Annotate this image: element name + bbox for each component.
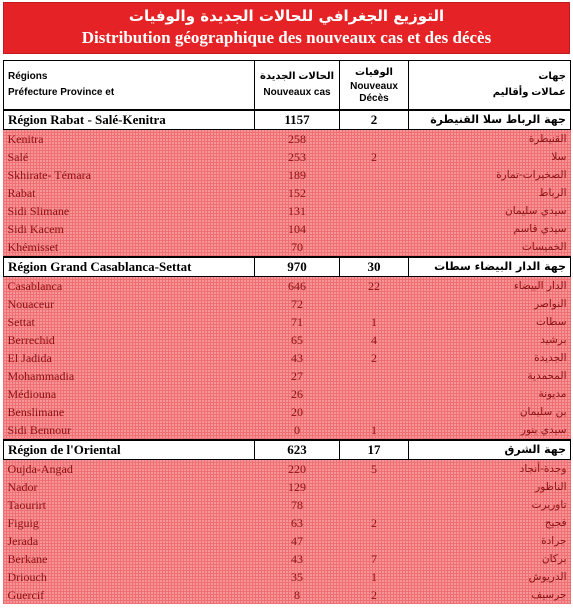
header-arabic-line1: جهات bbox=[538, 71, 566, 82]
province-name: Berrechid bbox=[7, 333, 55, 347]
region-row bbox=[4, 440, 571, 460]
province-cases: 220 bbox=[288, 462, 306, 476]
province-name: Nouaceur bbox=[7, 297, 55, 311]
province-cases: 0 bbox=[294, 423, 300, 437]
header-deaths-arabic: الوفيات bbox=[355, 67, 393, 78]
header-cases-french: Nouveaux cas bbox=[263, 87, 331, 98]
province-cases: 78 bbox=[291, 498, 303, 512]
title-french: Distribution géographique des nouveaux cas et des décès bbox=[81, 28, 492, 47]
table-row bbox=[4, 349, 571, 367]
province-arabic-name: سيدي سليمان bbox=[505, 205, 567, 217]
province-cases: 20 bbox=[291, 405, 303, 419]
province-arabic-name: الصخيرات-تمارة bbox=[496, 169, 567, 181]
province-arabic-name: المحمدية bbox=[527, 370, 567, 382]
province-cases: 71 bbox=[291, 315, 303, 329]
title-banner bbox=[3, 2, 570, 54]
province-cases: 26 bbox=[291, 387, 303, 401]
table-body bbox=[4, 110, 571, 604]
province-name: Benslimane bbox=[7, 405, 65, 419]
province-cases: 104 bbox=[288, 222, 306, 236]
province-deaths bbox=[340, 532, 409, 550]
province-arabic-name: بن سليمان bbox=[519, 406, 567, 418]
province-name: Khémisset bbox=[7, 240, 59, 254]
province-deaths: 2 bbox=[371, 150, 377, 164]
province-deaths bbox=[340, 184, 409, 202]
province-deaths bbox=[340, 478, 409, 496]
table-row bbox=[4, 277, 571, 296]
province-name: Taourirt bbox=[7, 498, 46, 512]
table-header bbox=[4, 61, 571, 111]
table-row bbox=[4, 148, 571, 166]
province-arabic-name: سلا bbox=[551, 151, 567, 163]
province-deaths: 7 bbox=[371, 552, 377, 566]
province-name: Kenitra bbox=[7, 132, 44, 146]
header-regions-line2: Préfecture Province et bbox=[8, 87, 115, 98]
province-arabic-name: مديونة bbox=[538, 388, 567, 400]
province-deaths: 2 bbox=[371, 588, 377, 602]
province-cases: 131 bbox=[288, 204, 306, 218]
region-name: Région Grand Casablanca-Settat bbox=[4, 257, 255, 277]
province-cases: 63 bbox=[291, 516, 303, 530]
province-name: Mohammadia bbox=[7, 369, 75, 383]
table-row bbox=[4, 166, 571, 184]
province-arabic-name: جرادة bbox=[541, 535, 567, 547]
province-name: Jerada bbox=[7, 534, 39, 548]
header-cases bbox=[255, 61, 340, 111]
table-row bbox=[4, 367, 571, 385]
region-name: Région de l'Oriental bbox=[4, 440, 255, 460]
province-deaths: 1 bbox=[371, 315, 377, 329]
province-deaths bbox=[340, 202, 409, 220]
province-deaths: 2 bbox=[371, 516, 377, 530]
table-row bbox=[4, 586, 571, 604]
province-cases: 72 bbox=[291, 297, 303, 311]
province-arabic-name: سيدي بنور bbox=[520, 424, 567, 436]
table-row bbox=[4, 238, 571, 257]
province-name: Berkane bbox=[7, 552, 48, 566]
province-arabic-name: الدار البيضاء bbox=[513, 280, 567, 292]
province-deaths: 5 bbox=[371, 462, 377, 476]
province-deaths bbox=[340, 367, 409, 385]
region-name: Région Rabat - Salé-Kenitra bbox=[4, 110, 255, 130]
header-regions bbox=[4, 61, 255, 111]
province-name: Settat bbox=[7, 315, 35, 329]
province-arabic-name: وجدة-أنجاد bbox=[519, 463, 567, 475]
header-deaths-line2: Nouveaux bbox=[350, 81, 398, 92]
province-cases: 27 bbox=[291, 369, 303, 383]
province-name: Sidi Kacem bbox=[7, 222, 64, 236]
province-cases: 646 bbox=[288, 279, 306, 293]
table-row bbox=[4, 550, 571, 568]
table-row bbox=[4, 496, 571, 514]
table-row bbox=[4, 331, 571, 349]
province-cases: 189 bbox=[288, 168, 306, 182]
header-deaths bbox=[340, 61, 409, 111]
table-row bbox=[4, 514, 571, 532]
header-regions-line1: Régions bbox=[8, 71, 48, 82]
province-arabic-name: تاوريرت bbox=[531, 499, 567, 511]
table-row bbox=[4, 130, 571, 149]
table-row bbox=[4, 568, 571, 586]
region-arabic-name: جهة الرباط سلا القنيطرة bbox=[409, 110, 571, 130]
province-cases: 253 bbox=[288, 150, 306, 164]
province-deaths bbox=[340, 220, 409, 238]
province-name: Driouch bbox=[7, 570, 47, 584]
table-row bbox=[4, 478, 571, 496]
table-row bbox=[4, 385, 571, 403]
province-arabic-name: بركان bbox=[541, 553, 567, 565]
region-cases: 1157 bbox=[255, 110, 340, 130]
province-deaths bbox=[340, 238, 409, 257]
region-row bbox=[4, 257, 571, 277]
province-deaths: 2 bbox=[371, 351, 377, 365]
province-arabic-name: جرسيف bbox=[531, 589, 567, 601]
table-row bbox=[4, 184, 571, 202]
province-cases: 47 bbox=[291, 534, 303, 548]
province-arabic-name: النواصر bbox=[534, 298, 567, 310]
province-arabic-name: القنيطرة bbox=[528, 133, 567, 145]
region-cases: 970 bbox=[255, 257, 340, 277]
province-deaths bbox=[340, 496, 409, 514]
table-row bbox=[4, 220, 571, 238]
header-cases-arabic: الحالات الجديدة bbox=[259, 71, 335, 82]
province-arabic-name: الرباط bbox=[538, 187, 567, 199]
province-arabic-name: الجديدة bbox=[534, 352, 567, 364]
province-name: Rabat bbox=[7, 186, 36, 200]
province-arabic-name: فجيج bbox=[544, 517, 567, 529]
region-arabic-name: جهة الشرق bbox=[409, 440, 571, 460]
province-cases: 65 bbox=[291, 333, 303, 347]
region-cases: 623 bbox=[255, 440, 340, 460]
province-name: Skhirate- Témara bbox=[7, 168, 91, 182]
province-deaths bbox=[340, 403, 409, 421]
province-deaths: 1 bbox=[371, 570, 377, 584]
header-arabic-regions bbox=[409, 61, 571, 111]
province-name: Médiouna bbox=[7, 387, 57, 401]
province-arabic-name: الناظور bbox=[535, 481, 567, 493]
province-cases: 258 bbox=[288, 132, 306, 146]
province-arabic-name: سطات bbox=[536, 316, 567, 328]
province-cases: 8 bbox=[294, 588, 300, 602]
region-row bbox=[4, 110, 571, 130]
province-deaths bbox=[340, 295, 409, 313]
region-deaths: 17 bbox=[340, 440, 409, 460]
province-arabic-name: الدريوش bbox=[528, 571, 567, 583]
province-name: Figuig bbox=[7, 516, 39, 530]
table-row bbox=[4, 421, 571, 440]
province-name: Sidi Bennour bbox=[7, 423, 72, 437]
table-row bbox=[4, 460, 571, 479]
province-name: Casablanca bbox=[7, 279, 63, 293]
title-arabic: التوزيع الجغرافي للحالات الجديدة والوفيات bbox=[128, 7, 445, 25]
province-cases: 129 bbox=[288, 480, 306, 494]
province-deaths bbox=[340, 130, 409, 149]
table-row bbox=[4, 403, 571, 421]
province-name: Salé bbox=[7, 150, 29, 164]
province-arabic-name: الخميسات bbox=[521, 241, 567, 253]
province-name: El Jadida bbox=[7, 351, 52, 365]
distribution-table bbox=[3, 60, 571, 604]
province-deaths bbox=[340, 385, 409, 403]
province-name: Sidi Slimane bbox=[7, 204, 70, 218]
province-deaths: 4 bbox=[371, 333, 377, 347]
province-arabic-name: سيدي قاسم bbox=[513, 223, 567, 235]
province-name: Oujda-Angad bbox=[7, 462, 73, 476]
region-deaths: 30 bbox=[340, 257, 409, 277]
province-cases: 35 bbox=[291, 570, 303, 584]
province-cases: 43 bbox=[291, 351, 303, 365]
province-deaths bbox=[340, 166, 409, 184]
table-row bbox=[4, 295, 571, 313]
province-cases: 152 bbox=[288, 186, 306, 200]
region-deaths: 2 bbox=[340, 110, 409, 130]
table-row bbox=[4, 313, 571, 331]
province-name: Nador bbox=[7, 480, 38, 494]
table-row bbox=[4, 202, 571, 220]
province-deaths: 22 bbox=[368, 279, 380, 293]
province-cases: 70 bbox=[291, 240, 303, 254]
province-cases: 43 bbox=[291, 552, 303, 566]
province-arabic-name: برشيد bbox=[540, 334, 567, 346]
table-row bbox=[4, 532, 571, 550]
header-arabic-line2: عمالات وأقاليم bbox=[492, 87, 566, 98]
province-name: Guercif bbox=[7, 588, 45, 602]
region-arabic-name: جهة الدار البيضاء سطات bbox=[409, 257, 571, 277]
province-deaths: 1 bbox=[371, 423, 377, 437]
header-deaths-line3: Décès bbox=[359, 93, 389, 104]
